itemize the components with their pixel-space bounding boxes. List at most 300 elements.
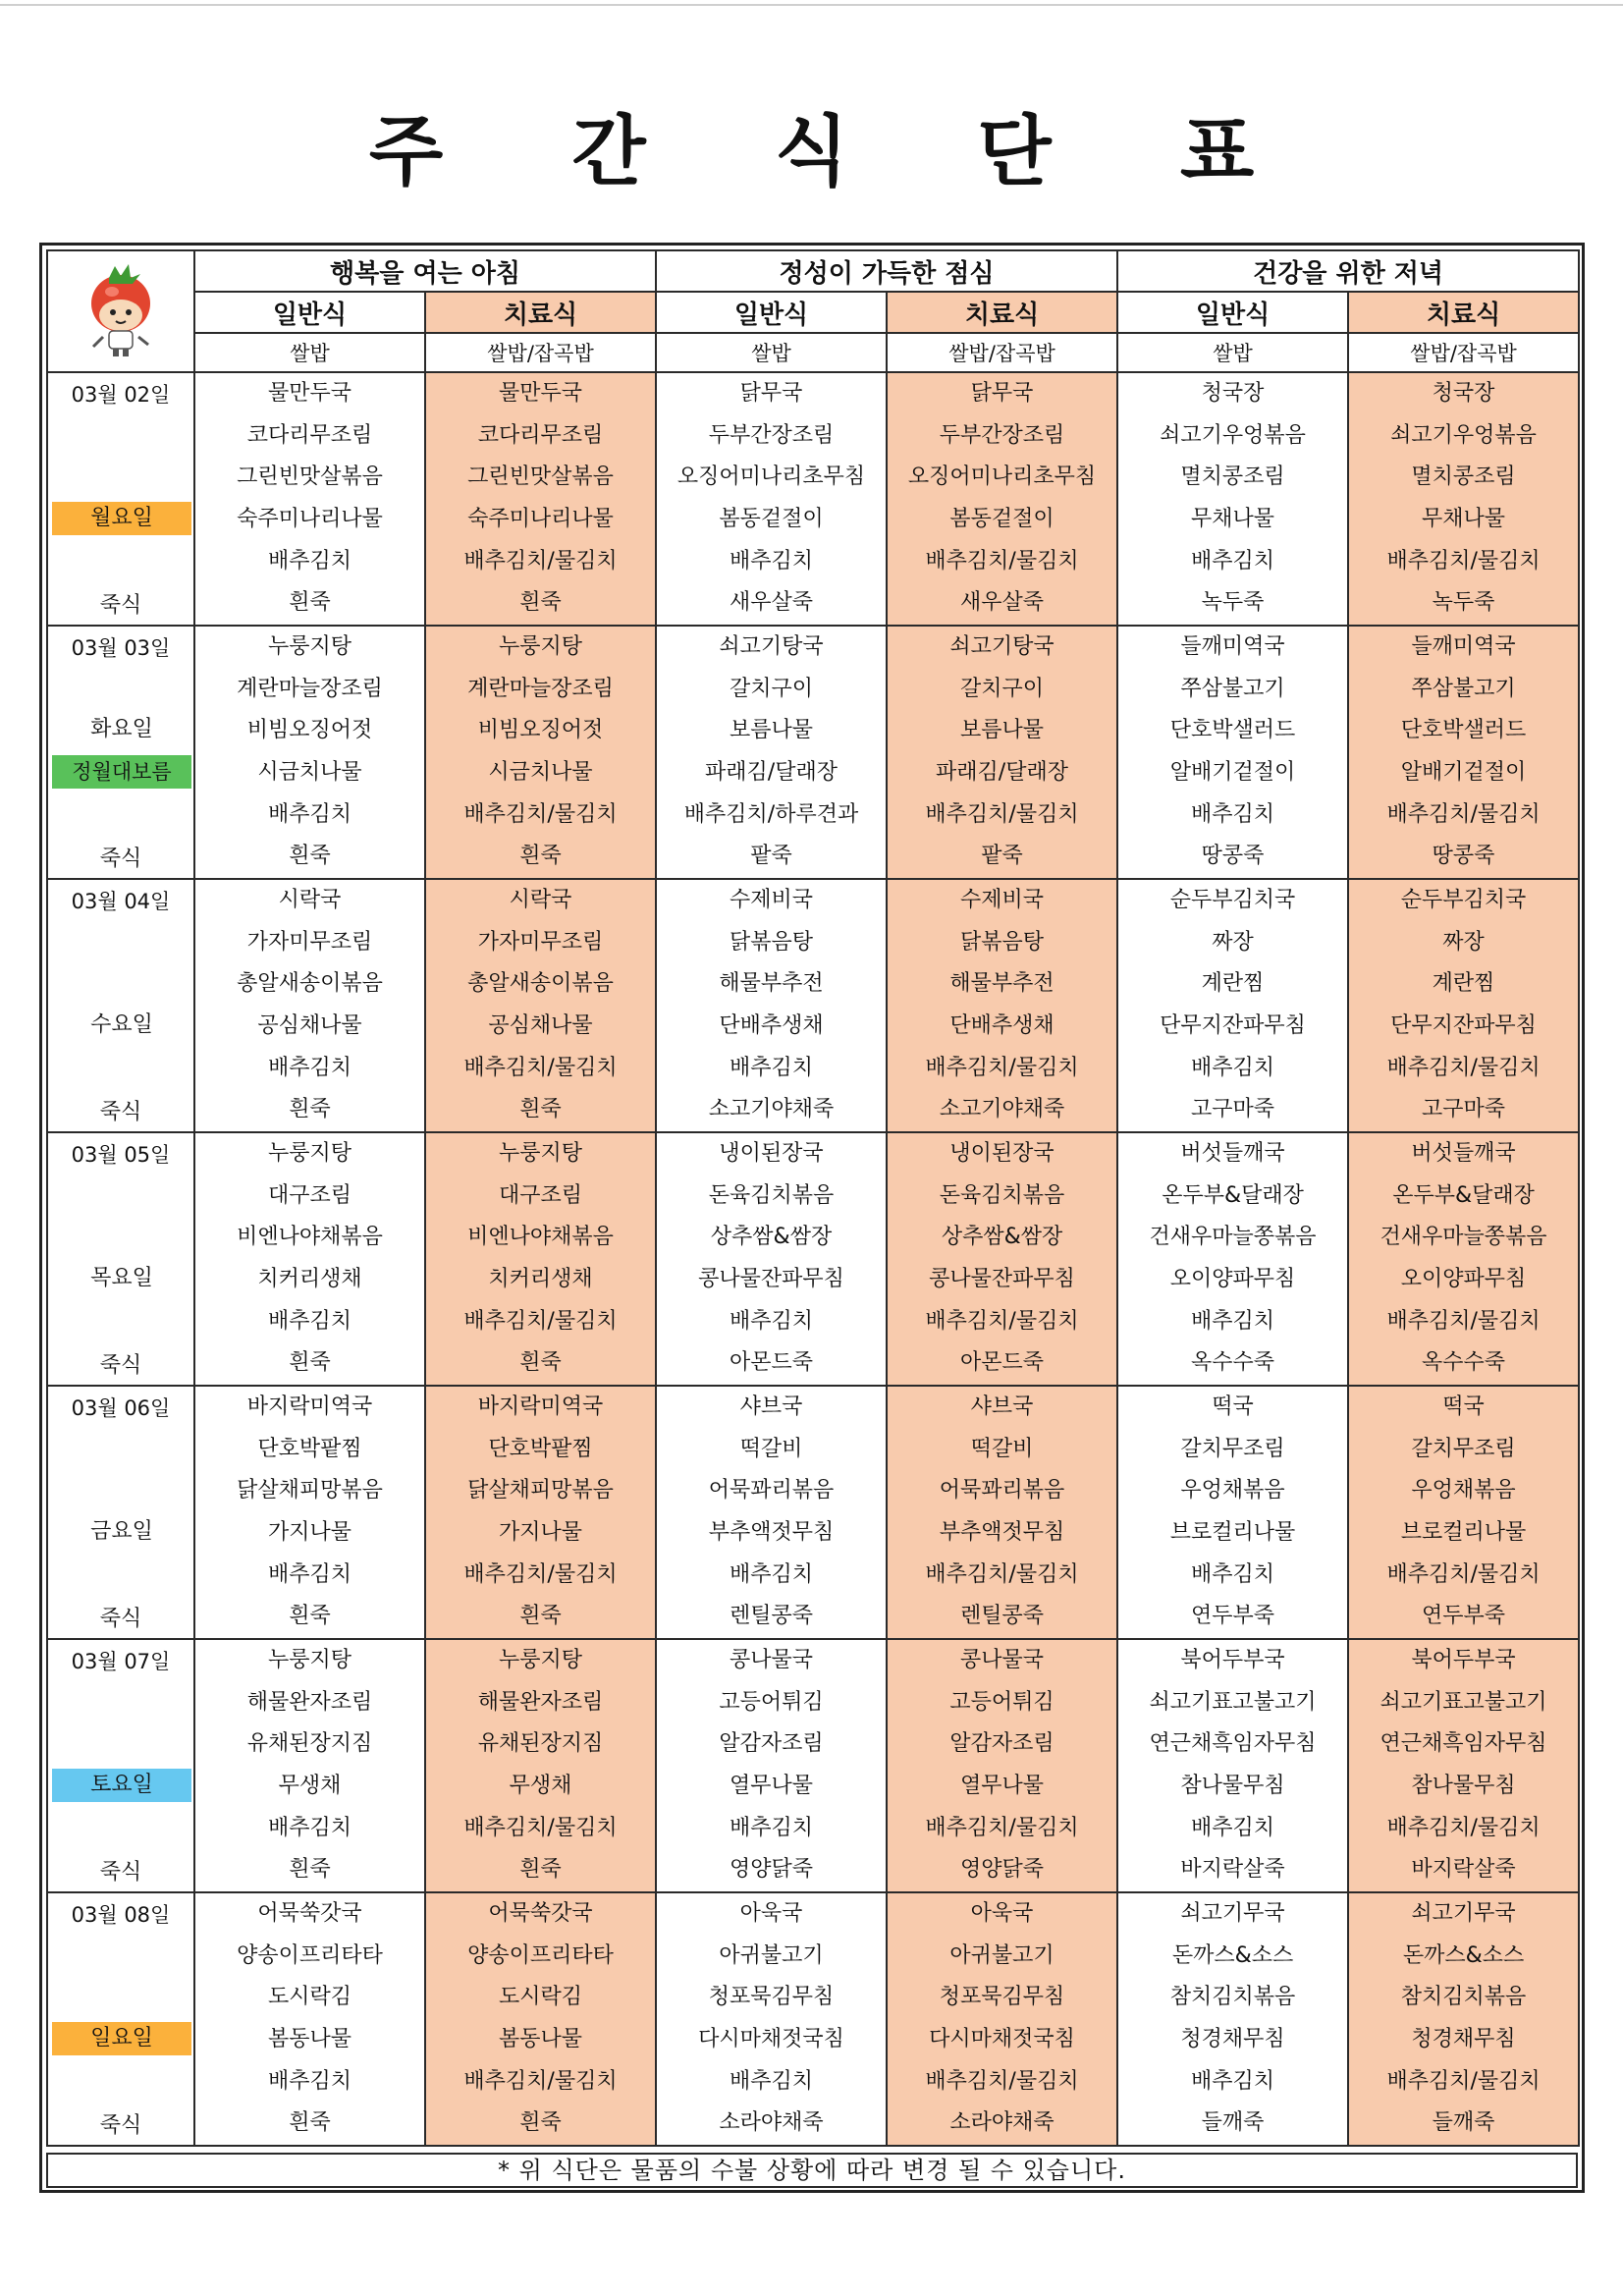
menu-item: 흰죽 (289, 1097, 331, 1122)
menu-item: 흰죽 (519, 1604, 562, 1629)
menu-item: 배추김치/물김치 (463, 1308, 618, 1334)
date-label: 03월 03일 (71, 636, 171, 660)
porridge-label: 죽식 (99, 1607, 142, 1631)
menu-item: 쇠고기우엉볶음 (1390, 422, 1537, 448)
menu-item: 비빔오징어젓 (246, 718, 373, 743)
menu-item: 배추김치 (267, 801, 352, 827)
menu-item: 오이양파무침 (1400, 1267, 1527, 1291)
menu-item: 배추김치 (267, 1815, 352, 1840)
menu-item: 콩나물잔파무침 (698, 1267, 844, 1291)
menu-item: 우엉채볶음 (1411, 1478, 1516, 1503)
menu-item: 흰죽 (519, 844, 562, 869)
general-menu-cell (194, 1132, 425, 1386)
therapy-menu-cell (1348, 1892, 1579, 2146)
menu-item: 흰죽 (289, 1604, 331, 1629)
menu-item: 배추김치 (267, 1055, 352, 1080)
menu-item: 들깨죽 (1201, 2110, 1265, 2136)
rice-therapy: 쌀밥/잡곡밥 (887, 333, 1117, 372)
porridge-label: 죽식 (99, 847, 142, 871)
rice-general: 쌀밥 (656, 333, 887, 372)
menu-item: 배추김치 (730, 1308, 814, 1334)
menu-item: 배추김치/물김치 (463, 1815, 618, 1840)
day-label-cell (47, 372, 194, 626)
porridge-label: 죽식 (99, 593, 142, 618)
menu-item: 단배추생채 (719, 1013, 824, 1038)
menu-item: 부추액젓무침 (939, 1520, 1065, 1545)
weekday-label: 월요일 (52, 502, 191, 535)
therapy-menu-cell (425, 1892, 656, 2146)
menu-item: 배추김치/물김치 (1386, 1815, 1541, 1840)
menu-item: 영양닭죽 (960, 1857, 1045, 1883)
menu-item: 상추쌈&쌈장 (941, 1225, 1063, 1250)
menu-item: 계란찜 (1201, 971, 1265, 997)
menu-item: 가지나물 (499, 1520, 583, 1545)
day-row (47, 372, 1579, 626)
menu-item: 쇠고기표고불고기 (1149, 1689, 1317, 1715)
rice-therapy: 쌀밥/잡곡밥 (425, 333, 656, 372)
menu-item: 배추김치 (1191, 2068, 1275, 2094)
menu-item: 들깨미역국 (1180, 634, 1285, 660)
menu-item: 배추김치 (730, 1815, 814, 1840)
menu-item: 멸치콩조림 (1180, 465, 1285, 490)
therapy-menu-cell (887, 1132, 1117, 1386)
weekday-label: 화요일 (90, 717, 153, 741)
menu-item: 단배추생채 (949, 1013, 1055, 1038)
menu-item: 떡갈비 (739, 1436, 803, 1461)
menu-item: 배추김치/물김치 (925, 548, 1079, 574)
menu-item: 배추김치/물김치 (1386, 801, 1541, 827)
menu-item: 도시락김 (499, 1985, 583, 2010)
menu-item: 배추김치/물김치 (463, 2068, 618, 2094)
menu-item: 돈까스&소스 (1402, 1942, 1525, 1968)
menu-item: 배추김치 (1191, 1308, 1275, 1334)
menu-item: 들깨미역국 (1411, 634, 1516, 660)
menu-item: 땅콩죽 (1201, 844, 1265, 869)
menu-item: 쭈삼불고기 (1411, 676, 1516, 701)
menu-item: 배추김치 (267, 1561, 352, 1587)
menu-item: 온두부&달래장 (1392, 1182, 1535, 1208)
menu-item: 알배기겉절이 (1169, 760, 1296, 785)
menu-item: 쇠고기표고불고기 (1380, 1689, 1547, 1715)
menu-item: 샤브국 (739, 1394, 803, 1420)
menu-item: 단호박팥찜 (257, 1436, 362, 1461)
menu-item: 수제비국 (960, 888, 1045, 913)
menu-item: 닭무국 (739, 381, 803, 407)
menu-item: 치커리생채 (488, 1267, 593, 1291)
menu-item: 숙주미나리나물 (467, 507, 614, 531)
menu-item: 갈치구이 (730, 676, 814, 701)
date-label: 03월 08일 (71, 1903, 171, 1927)
therapy-menu-cell (887, 626, 1117, 879)
menu-item: 냉이된장국 (949, 1141, 1055, 1167)
menu-item: 배추김치/물김치 (463, 548, 618, 574)
porridge-label: 죽식 (99, 2113, 142, 2138)
menu-item: 배추김치 (267, 548, 352, 574)
therapy-menu-cell (887, 372, 1117, 626)
menu-item: 돈육김치볶음 (708, 1182, 835, 1208)
menu-item: 배추김치/물김치 (925, 2068, 1079, 2094)
therapy-menu-cell (887, 879, 1117, 1132)
menu-item: 닭볶음탕 (960, 929, 1045, 955)
menu-item: 배추김치/물김치 (925, 1561, 1079, 1587)
menu-item: 숙주미나리나물 (237, 507, 383, 531)
therapy-menu-cell (887, 1639, 1117, 1892)
general-menu-cell (656, 626, 887, 879)
general-menu-cell (194, 1892, 425, 2146)
menu-item: 양송이프리타타 (467, 1942, 614, 1968)
menu-item: 비빔오징어젓 (477, 718, 604, 743)
menu-item: 바지락살죽 (1411, 1857, 1516, 1883)
menu-item: 렌틸콩죽 (730, 1604, 814, 1629)
menu-item: 파래김/달래장 (936, 760, 1068, 785)
menu-item: 어묵쑥갓국 (488, 1901, 593, 1927)
menu-item: 수제비국 (730, 888, 814, 913)
menu-item: 배추김치 (730, 1055, 814, 1080)
menu-item: 유채된장지짐 (246, 1731, 373, 1757)
general-menu-cell (656, 1386, 887, 1639)
menu-item: 도시락김 (267, 1985, 352, 2010)
porridge-label: 죽식 (99, 1860, 142, 1885)
menu-item: 영양닭죽 (730, 1857, 814, 1883)
therapy-menu-cell (1348, 1639, 1579, 1892)
menu-item: 떡국 (1212, 1394, 1254, 1420)
menu-item: 바지락미역국 (477, 1394, 604, 1420)
menu-item: 옥수수죽 (1191, 1350, 1275, 1376)
menu-item: 참나물무침 (1180, 1774, 1285, 1798)
therapy-menu-cell (887, 1892, 1117, 2146)
menu-item: 렌틸콩죽 (960, 1604, 1045, 1629)
menu-item: 쇠고기무국 (1411, 1901, 1516, 1927)
menu-item: 봄동겉절이 (719, 507, 824, 531)
menu-item: 청포묵김무침 (939, 1985, 1065, 2010)
meal-header-dinner: 건강을 위한 저녁 (1117, 250, 1579, 292)
menu-item: 배추김치 (1191, 801, 1275, 827)
menu-item: 알감자조림 (719, 1731, 824, 1757)
menu-item: 아귀불고기 (949, 1942, 1055, 1968)
menu-item: 콩나물잔파무침 (929, 1267, 1075, 1291)
menu-item: 녹두죽 (1432, 590, 1495, 616)
menu-item: 흰죽 (289, 844, 331, 869)
general-menu-cell (1117, 1132, 1348, 1386)
therapy-menu-cell (425, 1132, 656, 1386)
footer-note: * 위 식단은 물품의 수불 상황에 따라 변경 될 수 있습니다. (46, 2153, 1578, 2188)
menu-item: 팥죽 (750, 844, 792, 869)
page-title: 주 간 식 단 표 (368, 108, 1306, 196)
menu-item: 보름나물 (960, 718, 1045, 743)
menu-item: 배추김치 (1191, 548, 1275, 574)
menu-item: 연두부죽 (1191, 1604, 1275, 1629)
menu-item: 건새우마늘쫑볶음 (1149, 1225, 1317, 1250)
menu-item: 순두부김치국 (1169, 888, 1296, 913)
menu-item: 단호박샐러드 (1169, 718, 1296, 743)
general-menu-cell (656, 1639, 887, 1892)
menu-item: 고등어튀김 (949, 1689, 1055, 1715)
menu-item: 배추김치 (267, 1308, 352, 1334)
menu-item: 다시마채젓국침 (929, 2027, 1075, 2051)
weekday-label: 금요일 (90, 1519, 153, 1544)
menu-item: 배추김치/하루견과 (683, 801, 859, 827)
menu-item: 열무나물 (730, 1774, 814, 1798)
date-label: 03월 02일 (71, 383, 171, 407)
menu-item: 누룽지탕 (267, 1648, 352, 1673)
menu-item: 북어두부국 (1180, 1648, 1285, 1673)
menu-item: 비엔나야채볶음 (467, 1225, 614, 1250)
menu-item: 코다리무조림 (246, 422, 373, 448)
menu-item: 다시마채젓국침 (698, 2027, 844, 2051)
menu-item: 브로컬리나물 (1400, 1520, 1527, 1545)
menu-item: 양송이프리타타 (237, 1942, 383, 1968)
menu-item: 무채나물 (1191, 507, 1275, 531)
type-general: 일반식 (194, 292, 425, 333)
menu-item: 고등어튀김 (719, 1689, 824, 1715)
weekday-label: 목요일 (90, 1266, 153, 1290)
menu-item: 샤브국 (970, 1394, 1034, 1420)
menu-item: 연근채흑임자무침 (1380, 1731, 1547, 1757)
menu-item: 대구조림 (267, 1182, 352, 1208)
menu-item: 누룽지탕 (499, 1141, 583, 1167)
menu-item: 돈육김치볶음 (939, 1182, 1065, 1208)
menu-item: 팥죽 (981, 844, 1023, 869)
general-menu-cell (656, 879, 887, 1132)
date-label: 03월 04일 (71, 890, 171, 913)
menu-item: 아욱국 (739, 1901, 803, 1927)
menu-item: 우엉채볶음 (1180, 1478, 1285, 1503)
menu-item: 누룽지탕 (267, 634, 352, 660)
menu-item: 고구마죽 (1422, 1097, 1506, 1122)
menu-item: 배추김치 (267, 2068, 352, 2094)
menu-item: 배추김치 (730, 2068, 814, 2094)
menu-item: 연두부죽 (1422, 1604, 1506, 1629)
porridge-label: 죽식 (99, 1100, 142, 1124)
menu-item: 두부간장조림 (939, 422, 1065, 448)
therapy-menu-cell (425, 372, 656, 626)
menu-item: 총알새송이볶음 (237, 971, 383, 997)
menu-item: 계란마늘장조림 (467, 676, 614, 701)
menu-item: 해물완자조림 (246, 1689, 373, 1715)
day-row (47, 879, 1579, 1132)
porridge-label: 죽식 (99, 1353, 142, 1378)
menu-item: 시락국 (278, 888, 342, 913)
menu-item: 배추김치/물김치 (925, 1055, 1079, 1080)
menu-item: 단무지잔파무침 (1160, 1013, 1306, 1038)
menu-item: 아몬드죽 (730, 1350, 814, 1376)
menu-item: 흰죽 (289, 590, 331, 616)
menu-item: 배추김치/물김치 (1386, 1561, 1541, 1587)
menu-item: 갈치무조림 (1411, 1436, 1516, 1461)
menu-item: 돈까스&소스 (1171, 1942, 1294, 1968)
menu-item: 단호박팥찜 (488, 1436, 593, 1461)
menu-item: 쇠고기우엉볶음 (1160, 422, 1306, 448)
menu-item: 순두부김치국 (1400, 888, 1527, 913)
day-label-cell (47, 879, 194, 1132)
menu-item: 연근채흑임자무침 (1149, 1731, 1317, 1757)
tomato-mascot-icon (74, 258, 168, 360)
day-row (47, 1132, 1579, 1386)
menu-item: 새우살죽 (960, 590, 1045, 616)
menu-item: 청국장 (1432, 381, 1495, 407)
menu-item: 배추김치 (1191, 1561, 1275, 1587)
mascot-cell (47, 250, 194, 372)
menu-item: 버섯들깨국 (1180, 1141, 1285, 1167)
type-therapy: 치료식 (425, 292, 656, 333)
menu-item: 단무지잔파무침 (1390, 1013, 1537, 1038)
general-menu-cell (656, 1892, 887, 2146)
menu-item: 보름나물 (730, 718, 814, 743)
general-menu-cell (656, 372, 887, 626)
therapy-menu-cell (425, 626, 656, 879)
weekday-label: 토요일 (52, 1769, 191, 1802)
general-menu-cell (1117, 1386, 1348, 1639)
menu-item: 시금치나물 (257, 760, 362, 785)
menu-item: 배추김치/물김치 (463, 1561, 618, 1587)
menu-item: 계란마늘장조림 (237, 676, 383, 701)
menu-item: 청국장 (1201, 381, 1265, 407)
menu-item: 비엔나야채볶음 (237, 1225, 383, 1250)
day-row (47, 626, 1579, 879)
weekday-label: 수요일 (90, 1012, 153, 1037)
menu-item: 오이양파무침 (1169, 1267, 1296, 1291)
menu-item: 그린빈맛살볶음 (467, 465, 614, 490)
date-label: 03월 06일 (71, 1396, 171, 1420)
type-general: 일반식 (1117, 292, 1348, 333)
menu-item: 해물부추전 (719, 971, 824, 997)
day-row (47, 1386, 1579, 1639)
meal-header-breakfast: 행복을 여는 아침 (194, 250, 656, 292)
menu-item: 청포묵김무침 (708, 1985, 835, 2010)
menu-item: 해물부추전 (949, 971, 1055, 997)
menu-item: 누룽지탕 (499, 634, 583, 660)
menu-item: 배추김치/물김치 (1386, 1308, 1541, 1334)
menu-item: 무채나물 (1422, 507, 1506, 531)
menu-item: 참치김치볶음 (1169, 1985, 1296, 2010)
general-menu-cell (194, 626, 425, 879)
general-menu-cell (1117, 626, 1348, 879)
menu-item: 닭살채피망볶음 (237, 1478, 383, 1503)
therapy-menu-cell (1348, 879, 1579, 1132)
menu-item: 쭈삼불고기 (1180, 676, 1285, 701)
menu-item: 소고기야채죽 (708, 1097, 835, 1122)
menu-item: 공심채나물 (257, 1013, 362, 1038)
menu-item: 어묵쑥갓국 (257, 1901, 362, 1927)
menu-item: 어묵꽈리볶음 (939, 1478, 1065, 1503)
menu-item: 콩나물국 (960, 1648, 1045, 1673)
menu-item: 공심채나물 (488, 1013, 593, 1038)
menu-item: 누룽지탕 (267, 1141, 352, 1167)
day-label-cell (47, 626, 194, 879)
rice-therapy: 쌀밥/잡곡밥 (1348, 333, 1579, 372)
menu-item: 건새우마늘쫑볶음 (1380, 1225, 1547, 1250)
day-row (47, 1892, 1579, 2146)
date-label: 03월 07일 (71, 1650, 171, 1673)
menu-item: 흰죽 (519, 1857, 562, 1883)
type-general: 일반식 (656, 292, 887, 333)
menu-item: 배추김치/물김치 (925, 1815, 1079, 1840)
menu-item: 흰죽 (519, 1350, 562, 1376)
menu-item: 봄동나물 (499, 2027, 583, 2051)
menu-item: 오징어미나리초무침 (907, 465, 1097, 490)
menu-item: 배추김치/물김치 (463, 801, 618, 827)
menu-item: 배추김치 (730, 1561, 814, 1587)
general-menu-cell (194, 372, 425, 626)
menu-item: 봄동겉절이 (949, 507, 1055, 531)
menu-item: 떡국 (1442, 1394, 1485, 1420)
menu-item: 온두부&달래장 (1162, 1182, 1304, 1208)
menu-item: 알감자조림 (949, 1731, 1055, 1757)
general-menu-cell (194, 1639, 425, 1892)
therapy-menu-cell (425, 1386, 656, 1639)
menu-item: 봄동나물 (267, 2027, 352, 2051)
menu-item: 배추김치/물김치 (1386, 1055, 1541, 1080)
general-menu-cell (1117, 1639, 1348, 1892)
menu-item: 옥수수죽 (1422, 1350, 1506, 1376)
menu-item: 흰죽 (289, 1857, 331, 1883)
menu-item: 가자미무조림 (246, 929, 373, 955)
menu-item: 가지나물 (267, 1520, 352, 1545)
day-label-cell (47, 1639, 194, 1892)
day-label-cell (47, 1386, 194, 1639)
menu-item: 물만두국 (267, 381, 352, 407)
rice-general: 쌀밥 (194, 333, 425, 372)
menu-item: 고구마죽 (1191, 1097, 1275, 1122)
menu-item: 아몬드죽 (960, 1350, 1045, 1376)
menu-item: 치커리생채 (257, 1267, 362, 1291)
menu-item: 어묵꽈리볶음 (708, 1478, 835, 1503)
menu-item: 배추김치/물김치 (463, 1055, 618, 1080)
menu-item: 바지락살죽 (1180, 1857, 1285, 1883)
menu-item: 녹두죽 (1201, 590, 1265, 616)
menu-item: 흰죽 (289, 1350, 331, 1376)
menu-item: 배추김치 (730, 548, 814, 574)
menu-item: 배추김치/물김치 (1386, 2068, 1541, 2094)
menu-item: 흰죽 (519, 590, 562, 616)
menu-item: 오징어미나리초무침 (676, 465, 866, 490)
general-menu-cell (194, 1386, 425, 1639)
menu-item: 아귀불고기 (719, 1942, 824, 1968)
menu-item: 배추김치/물김치 (1386, 548, 1541, 574)
menu-item: 콩나물국 (730, 1648, 814, 1673)
general-menu-cell (1117, 372, 1348, 626)
therapy-menu-cell (425, 879, 656, 1132)
menu-item: 청경채무침 (1411, 2027, 1516, 2051)
menu-item: 시금치나물 (488, 760, 593, 785)
menu-item: 유채된장지짐 (477, 1731, 604, 1757)
menu-item: 흰죽 (519, 2110, 562, 2136)
menu-item: 열무나물 (960, 1774, 1045, 1798)
menu-item: 갈치구이 (960, 676, 1045, 701)
menu-item: 배추김치 (1191, 1815, 1275, 1840)
menu-item: 무생채 (509, 1774, 572, 1798)
menu-item: 소고기야채죽 (939, 1097, 1065, 1122)
therapy-menu-cell (1348, 1386, 1579, 1639)
type-therapy: 치료식 (1348, 292, 1579, 333)
menu-item: 무생채 (278, 1774, 342, 1798)
general-menu-cell (194, 879, 425, 1132)
day-row (47, 1639, 1579, 1892)
menu-item: 그린빈맛살볶음 (237, 465, 383, 490)
menu-item: 청경채무침 (1180, 2027, 1285, 2051)
menu-item: 파래김/달래장 (705, 760, 838, 785)
menu-item: 아욱국 (970, 1901, 1034, 1927)
menu-item: 쇠고기무국 (1180, 1901, 1285, 1927)
date-label: 03월 05일 (71, 1143, 171, 1167)
menu-item: 버섯들깨국 (1411, 1141, 1516, 1167)
menu-item: 흰죽 (519, 1097, 562, 1122)
menu-item: 소라야채죽 (719, 2110, 824, 2136)
menu-item: 배추김치/물김치 (925, 801, 1079, 827)
therapy-menu-cell (425, 1639, 656, 1892)
therapy-menu-cell (887, 1386, 1117, 1639)
menu-item: 새우살죽 (730, 590, 814, 616)
